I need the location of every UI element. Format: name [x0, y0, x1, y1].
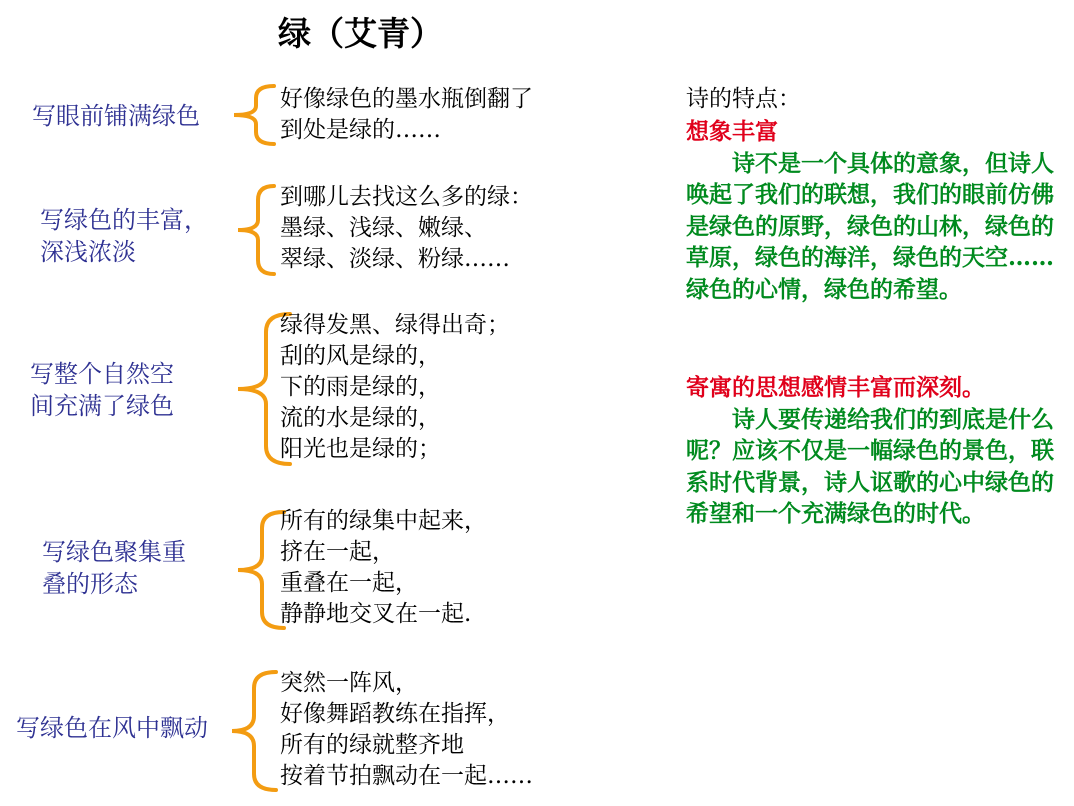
poem-line: 绿得发黑、绿得出奇；: [280, 312, 510, 338]
poem-line: 突然一阵风，: [280, 670, 418, 696]
page-title: 绿（艾青）: [278, 14, 443, 53]
poem-line: 下的雨是绿的，: [280, 374, 441, 400]
section-2-label-line-1: 写绿色的丰富，: [40, 206, 208, 234]
section-5-poem: [280, 668, 533, 792]
section-2-brace: [232, 182, 278, 278]
section-4-label: [42, 536, 186, 600]
section-1-brace: [228, 82, 278, 148]
section-3-label-line-2: 间充满了绿色: [30, 392, 174, 420]
section-4-poem: [280, 506, 487, 630]
section-1-poem: [280, 84, 533, 146]
poem-line: 所有的绿就整齐地: [280, 732, 464, 758]
poem-line: 墨绿、浅绿、嫩绿、: [280, 215, 487, 241]
poem-line: 好像舞蹈教练在指挥，: [280, 701, 510, 727]
section-4-label-line-1: 写绿色聚集重: [42, 538, 186, 566]
poem-line: 到处是绿的……: [280, 117, 441, 143]
feature-1-heading: 想象丰富: [686, 118, 778, 145]
feature-1: [686, 116, 1056, 305]
poem-line: 好像绿色的墨水瓶倒翻了: [280, 86, 533, 112]
feature-2-heading: 寄寓的思想感情丰富而深刻。: [686, 374, 985, 401]
section-1-label: [32, 100, 200, 132]
section-5-label: [16, 712, 208, 744]
section-3-label: [30, 358, 174, 422]
poem-line: 静静地交叉在一起.: [280, 601, 472, 627]
section-5-label-line-1: 写绿色在风中飘动: [16, 714, 208, 742]
poem-line: 刮的风是绿的，: [280, 343, 441, 369]
section-2-label-line-2: 深浅浓淡: [40, 238, 136, 266]
poem-line: 挤在一起，: [280, 539, 395, 565]
poem-line: 阳光也是绿的；: [280, 436, 441, 462]
section-2-label: [40, 204, 208, 268]
poem-line: 按着节拍飘动在一起……: [280, 763, 533, 789]
poem-line: 翠绿、淡绿、粉绿……: [280, 246, 510, 272]
section-3-label-line-1: 写整个自然空: [30, 360, 174, 388]
section-2-poem: [280, 182, 533, 275]
features-title: 诗的特点：: [686, 86, 801, 112]
feature-2: [686, 372, 1056, 530]
poem-line: 流的水是绿的，: [280, 405, 441, 431]
poem-line: 重叠在一起，: [280, 570, 418, 596]
poem-line: 所有的绿集中起来，: [280, 508, 487, 534]
feature-1-text: 诗不是一个具体的意象，但诗人唤起了我们的联想，我们的眼前仿佛是绿色的原野，绿色的山林，绿色的草原，绿色的海洋，绿色的天空……绿色的心情，绿色的希望。: [686, 149, 1054, 303]
section-5-brace: [226, 668, 280, 794]
section-3-poem: [280, 310, 510, 465]
section-4-label-line-2: 叠的形态: [42, 570, 138, 598]
section-1-label-line-1: 写眼前铺满绿色: [32, 102, 200, 130]
poem-line: 到哪儿去找这么多的绿：: [280, 184, 533, 210]
feature-2-text: 诗人要传递给我们的到底是什么呢？应该不仅是一幅绿色的景色，联系时代背景，诗人讴歌的心中绿色的希望和一个充满绿色的时代。: [686, 405, 1054, 527]
